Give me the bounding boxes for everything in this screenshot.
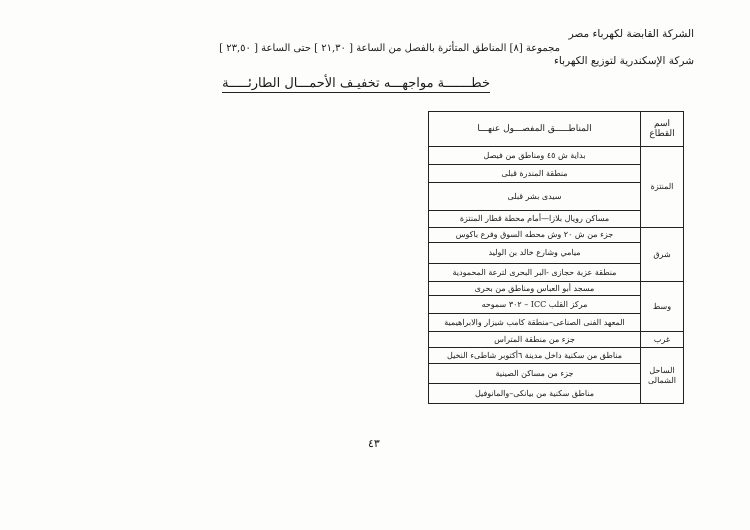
area-cell: سيدى بشر قبلى [429, 183, 641, 211]
area-cell: مناطق سكنية من بيانكى–والمانوفيل [429, 384, 641, 404]
area-cell: منطقة المندرة قبلى [429, 165, 641, 183]
sector-column-header: اسم القطاع [641, 112, 684, 147]
sector-name: غرب [641, 332, 684, 348]
sector-name: شرق [641, 228, 684, 282]
company-line-2: شركة الإسكندرية لتوزيع الكهرباء [553, 55, 694, 67]
area-cell: ميامي وشارع خالد بن الوليد [429, 243, 641, 264]
sector-name: الساحل الشمالى [641, 348, 684, 404]
areas-column-header: المناطـــــق المفصـــول عنهـــا [429, 112, 641, 147]
area-cell: بداية ش ٤٥ ومناطق من فيصل [429, 147, 641, 165]
table-row [429, 228, 684, 243]
sector-name: المنتزة [641, 147, 684, 228]
area-cell: المعهد الفنى الصناعى–منطقة كامب شيزار والابراهيمية [429, 314, 641, 332]
area-cell: مسجد أبو العباس ومناطق من بحرى [429, 282, 641, 296]
table-row [429, 147, 684, 165]
area-cell: مناطق من سكنية داخل مدينة ٦أكتوبر شاطىء النخيل [429, 348, 641, 364]
area-cell: جزء من مساكن الصينية [429, 364, 641, 384]
load-shedding-table [428, 111, 684, 404]
page-number: ٤٣ [368, 437, 380, 450]
area-cell: جزء من منطقة المتراس [429, 332, 641, 348]
area-cell: مساكن رويال بلازا—أمام محطة قطار المنتزة [429, 211, 641, 228]
area-cell: جزء من ش ٢٠ وش محطه السوق وفرع باكوس [429, 228, 641, 243]
table-row [429, 282, 684, 296]
table-row [429, 332, 684, 348]
area-cell: منطقة عزبة حجازى -البر البحرى لترعة المحمودية [429, 264, 641, 282]
company-line-1: الشركة القابضة لكهرباء مصر [568, 28, 694, 40]
table-row [429, 348, 684, 364]
page-title: خطـــــــة مواجهـــه تخفيـف الأحمـــال الطارئـــــة [222, 76, 490, 91]
group-line: مجموعة [٨] المناطق المتأثرة بالفصل من الساعة [ ٢١,٣٠ ] حتى الساعة [ ٢٣,٥٠ ] [219, 43, 560, 54]
sector-name: وسط [641, 282, 684, 332]
area-cell: مركز القلب ICC – ٣٠٢ سموحه [429, 296, 641, 314]
